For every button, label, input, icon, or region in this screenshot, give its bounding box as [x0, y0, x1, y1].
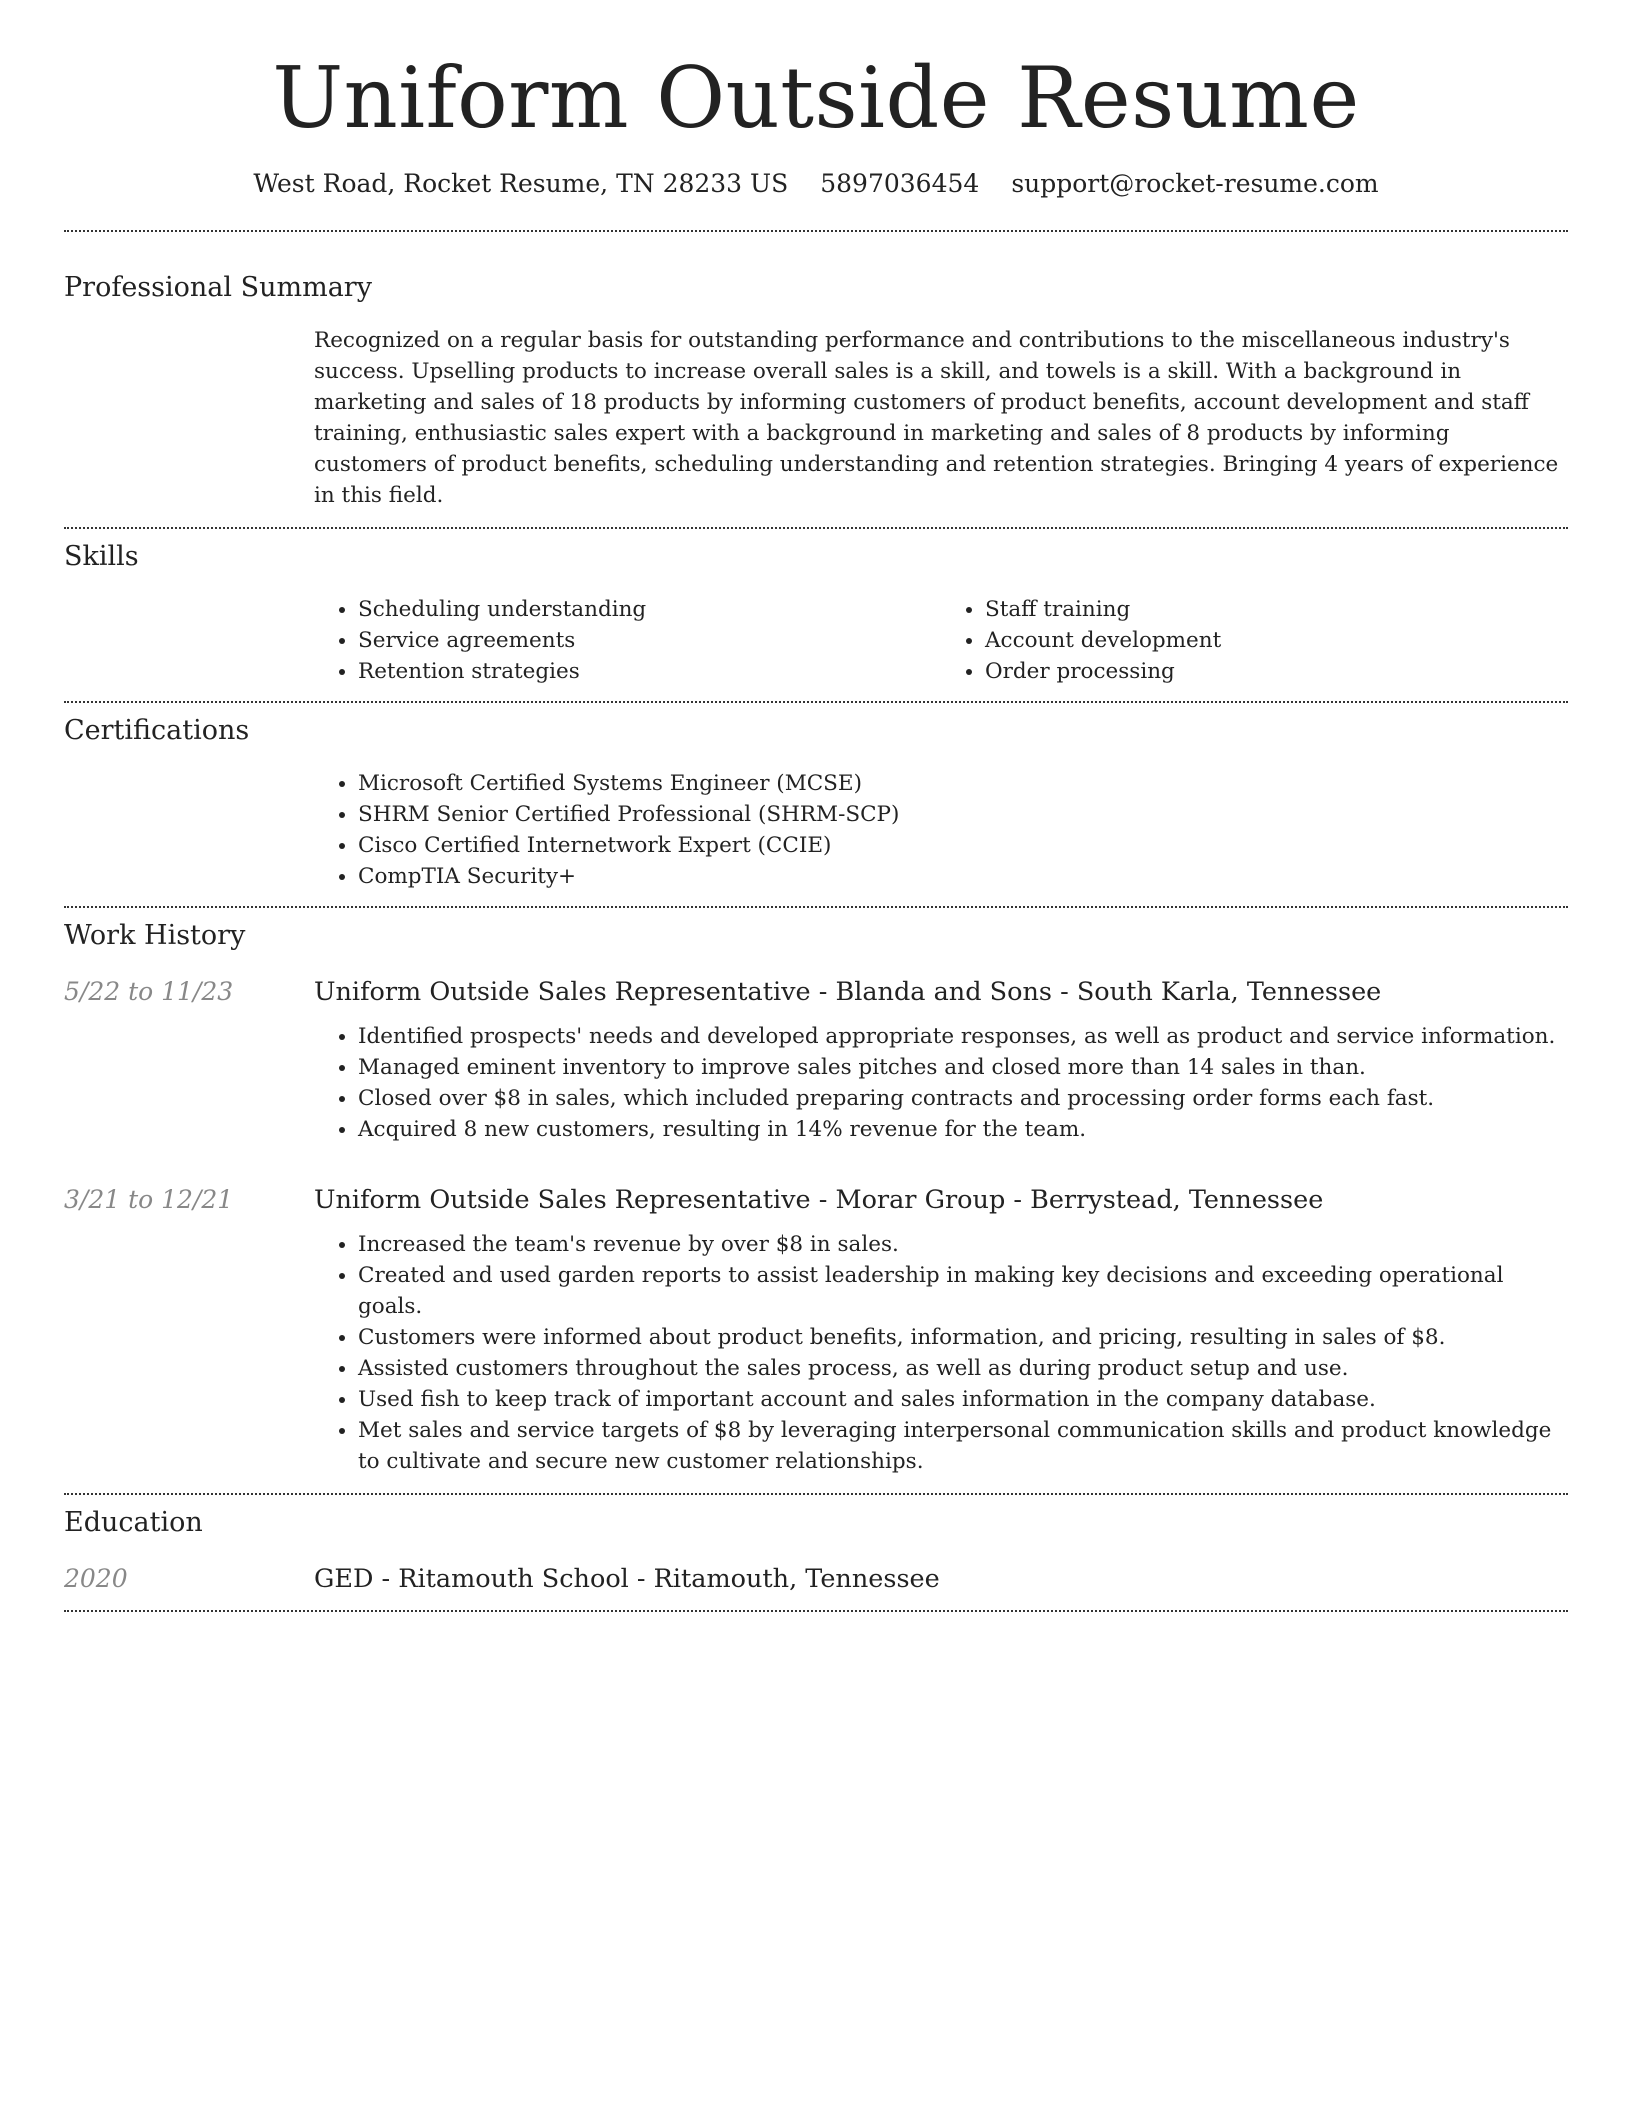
list-item: • Service agreements: [358, 625, 941, 656]
education-section: [64, 1495, 1568, 1610]
contact-line: [64, 169, 1568, 198]
work-history-title: Work History: [64, 919, 246, 951]
skills-column-right: [941, 594, 1568, 687]
list-item: • CompTIA Security+: [358, 861, 1568, 892]
job-title: Uniform Outside Sales Representative - Blanda and Sons - South Karla, Tennessee: [314, 976, 1382, 1007]
list-item: • Assisted customers throughout the sales process, as well as during product setup and use.: [358, 1353, 1568, 1384]
summary-title: Professional Summary: [64, 271, 372, 303]
education-title: Education: [64, 1506, 203, 1538]
list-item: • Microsoft Certified Systems Engineer (MCSE): [358, 768, 1568, 799]
job-entry: [64, 1185, 1568, 1493]
skills-section: [64, 529, 1568, 701]
list-item: • Closed over $8 in sales, which included preparing contracts and processing order forms each fast.: [358, 1083, 1568, 1114]
summary-section: [64, 232, 1568, 527]
list-item: • SHRM Senior Certified Professional (SHRM-SCP): [358, 799, 1568, 830]
job-heading: [64, 977, 1568, 1007]
certifications-list: [314, 768, 1568, 906]
job-title: Uniform Outside Sales Representative - Morar Group - Berrystead, Tennessee: [314, 1184, 1324, 1215]
list-item: • Managed eminent inventory to improve sales pitches and closed more than 14 sales in than.: [358, 1052, 1568, 1083]
job-bullets: [314, 1229, 1568, 1477]
certifications-section: [64, 703, 1568, 906]
list-item: • Used fish to keep track of important account and sales information in the company database.: [358, 1384, 1568, 1415]
skills-column-left: [314, 594, 941, 687]
work-history-section: [64, 908, 1568, 1493]
summary-text: Recognized on a regular basis for outstanding performance and contributions to the miscellaneous industry's success. Upselling products to increase overall sales is a skill, and towels is a skill. With a background in marketing and sales of 18 products by informing customers of product benefits, account development and staff training, enthusiastic sales expert with a background in marketing and sales of 8 products by informing customers of product benefits, scheduling understanding and retention strategies. Bringing 4 years of experience in this field.: [314, 327, 1559, 508]
skills-title: Skills: [64, 540, 139, 572]
contact-email: support@rocket-resume.com: [1011, 168, 1379, 198]
divider: [64, 1610, 1568, 1612]
list-item: • Increased the team's revenue by over $8 in sales.: [358, 1229, 1568, 1260]
list-item: • Identified prospects' needs and developed appropriate responses, as well as product and service information.: [358, 1021, 1568, 1052]
list-item: • Met sales and service targets of $8 by leveraging interpersonal communication skills and product knowledge to cultivate and secure new customer relationships.: [358, 1415, 1568, 1477]
list-item: • Acquired 8 new customers, resulting in 14% revenue for the team.: [358, 1114, 1568, 1145]
job-dates: 5/22 to 11/23: [64, 976, 234, 1006]
job-entry: [64, 977, 1568, 1145]
list-item: • Cisco Certified Internetwork Expert (CCIE): [358, 830, 1568, 861]
education-entry: [64, 1564, 1568, 1594]
job-bullets: [314, 1021, 1568, 1145]
education-date: 2020: [64, 1563, 128, 1593]
contact-phone: 5897036454: [820, 168, 980, 198]
list-item: • Retention strategies: [358, 656, 941, 687]
job-dates: 3/21 to 12/21: [64, 1184, 234, 1214]
education-detail: GED - Ritamouth School - Ritamouth, Tennessee: [314, 1563, 940, 1594]
list-item: • Customers were informed about product benefits, information, and pricing, resulting in sales of $8.: [358, 1322, 1568, 1353]
list-item: • Created and used garden reports to assist leadership in making key decisions and exceeding operational goals.: [358, 1260, 1568, 1322]
list-item: • Order processing: [985, 656, 1568, 687]
list-item: • Account development: [985, 625, 1568, 656]
contact-address: West Road, Rocket Resume, TN 28233 US: [253, 168, 789, 198]
job-heading: [64, 1185, 1568, 1215]
list-item: • Scheduling understanding: [358, 594, 941, 625]
list-item: • Staff training: [985, 594, 1568, 625]
resume-header: [64, 0, 1568, 198]
skills-list: [314, 594, 1568, 701]
candidate-name: Uniform Outside Resume: [272, 49, 1360, 147]
certifications-title: Certifications: [64, 714, 250, 746]
